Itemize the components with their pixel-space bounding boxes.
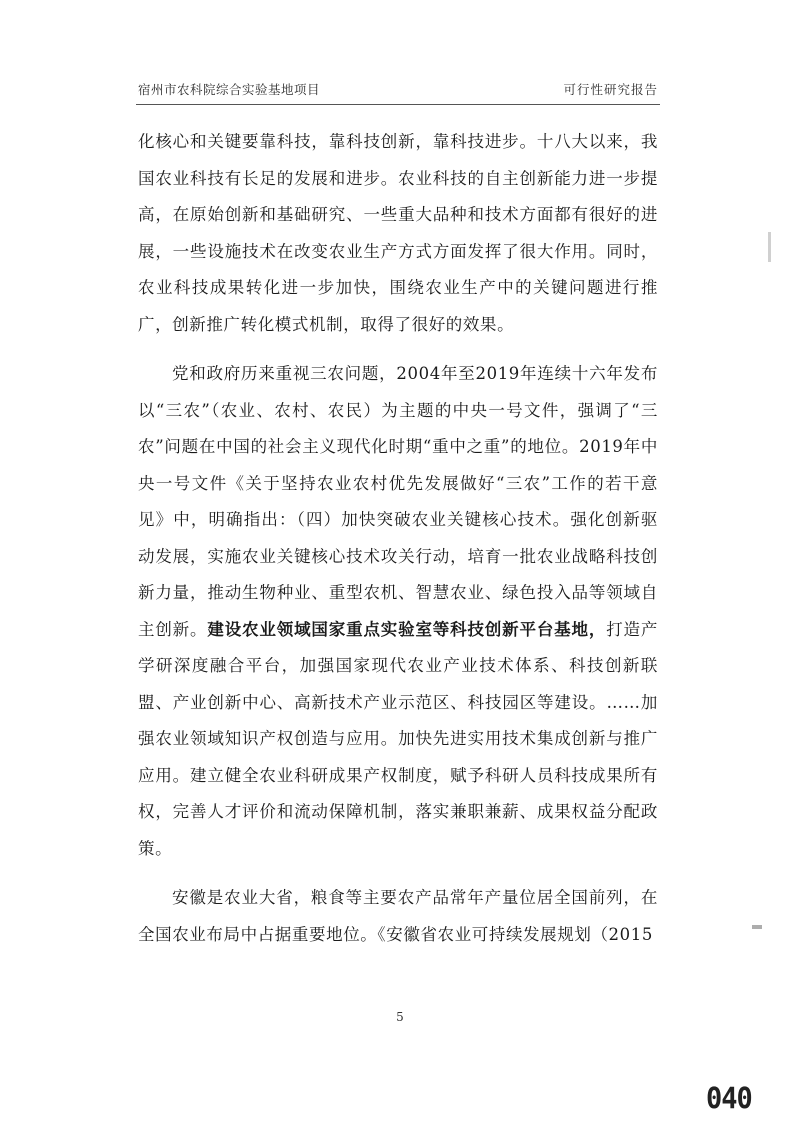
header-divider — [136, 104, 660, 105]
scan-artifact-mark — [768, 232, 771, 262]
paragraph-2-text-after-bold: 打造产学研深度融合平台，加强国家现代农业产业技术体系、科技创新联盟、产业创新中心、高新技术产业示范区、科技园区等建设。……加强农业领域知识产权创造与应用。加快先进实用技术集成创新与推广应用。建立健全农业科研成果产权制度，赋予科研人员科技成果所有权，完善人才评价和流动保障机制，落实兼职兼薪、成果权益分配政策。 — [138, 619, 658, 858]
paragraph-3: 安徽是农业大省，粮食等主要农产品常年产量位居全国前列，在全国农业布局中占据重要地位。《安徽省农业可持续发展规划（2015 — [138, 888, 658, 944]
scan-artifact-mark — [752, 925, 762, 929]
paragraph-2 — [138, 356, 658, 867]
header-report-type: 可行性研究报告 — [563, 82, 658, 97]
paragraph-1: 化核心和关键要靠科技，靠科技创新，靠科技进步。十八大以来，我国农业科技有长足的发展和进步。农业科技的自主创新能力进一步提高，在原始创新和基础研究、一些重大品种和技术方面都有很好的进展，一些设施技术在改变农业生产方式方面发挥了很大作用。同时，农业科技成果转化进一步加快，围绕农业生产中的关键问题进行推广，创新推广转化模式机制，取得了很好的效果。 — [138, 132, 658, 334]
document-body — [138, 124, 658, 953]
page-number: 5 — [396, 1010, 404, 1024]
page-header — [138, 80, 658, 100]
handwritten-page-stamp: 040 — [706, 1081, 752, 1116]
header-project-title: 宿州市农科院综合实验基地项目 — [138, 82, 321, 97]
paragraph-2-bold-text: 建设农业领域国家重点实验室等科技创新平台基地， — [207, 619, 607, 639]
paragraph-2-text-before-bold: 党和政府历来重视三农问题，2004年至2019年连续十六年发布以“三农”（农业、农村、农民）为主题的中央一号文件，强调了“三农”问题在中国的社会主义现代化时期“重中之重”的地位。2019年中央一号文件《关于坚持农业农村优先发展做好“三农”工作的若干意见》中，明确指出：（四）加快突破农业关键核心技术。强化创新驱动发展，实施农业关键核心技术攻关行动，培育一批农业战略科技创新力量，推动生物种业、重型农机、智慧农业、绿色投入品等领域自主创新。 — [138, 364, 658, 639]
